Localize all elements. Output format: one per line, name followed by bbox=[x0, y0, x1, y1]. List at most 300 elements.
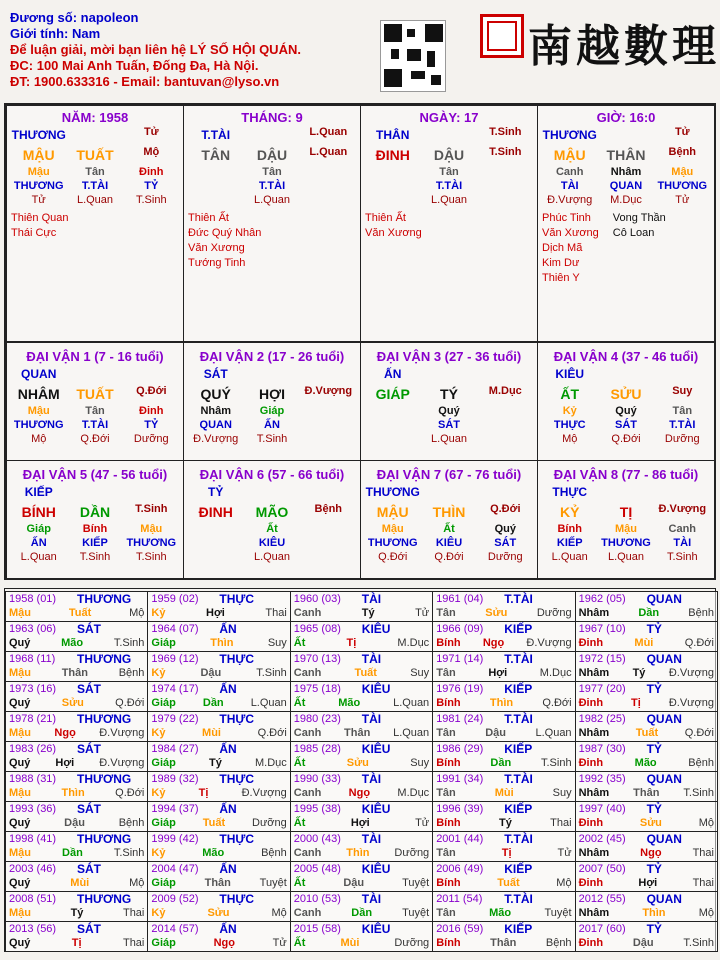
year-line bbox=[436, 906, 571, 920]
daivan-title: ĐẠI VẬN 1 (7 - 16 tuổi) bbox=[26, 349, 164, 364]
daivan-row bbox=[188, 432, 356, 446]
daivan-value: QUAN bbox=[21, 367, 57, 381]
daivan-value: TUẤT bbox=[76, 386, 114, 402]
year-line bbox=[9, 922, 144, 936]
star-name: Thái Cực bbox=[11, 227, 57, 239]
pillar-value: MẬU bbox=[553, 147, 586, 163]
daivan-value bbox=[301, 482, 356, 502]
daivan-row bbox=[188, 418, 356, 432]
year-line bbox=[579, 742, 714, 756]
daivan-cell bbox=[183, 460, 361, 579]
year-branch: Thìn bbox=[489, 697, 514, 709]
year-cell bbox=[147, 651, 290, 682]
year-phase: Suy bbox=[552, 787, 572, 799]
daivan-value: SÁT bbox=[494, 537, 517, 549]
year-line bbox=[294, 742, 429, 756]
year-label: 1967 (10) bbox=[578, 623, 626, 635]
daivan-value: T.Sinh bbox=[666, 551, 698, 563]
year-cell bbox=[575, 681, 718, 712]
year-cell bbox=[575, 801, 718, 832]
pillar-value: L.Quan bbox=[253, 194, 291, 206]
year-branch: Thân bbox=[490, 937, 517, 949]
year-branch: Mão bbox=[61, 637, 84, 649]
year-phase: M.Dục bbox=[255, 757, 287, 769]
pillar-value: TUẤT bbox=[76, 147, 114, 163]
pillar-value: Canh bbox=[555, 166, 584, 178]
year-line bbox=[151, 892, 286, 906]
pillar-value bbox=[365, 193, 420, 207]
year-phase: T.Sinh bbox=[683, 937, 714, 949]
year-cell bbox=[290, 891, 433, 922]
year-star: KIẾP bbox=[504, 742, 533, 756]
year-cell bbox=[575, 591, 718, 622]
year-phase: Q.Đới bbox=[684, 727, 714, 739]
pillar-row bbox=[365, 125, 533, 145]
year-star: TÀI bbox=[361, 892, 382, 906]
daivan-value: SÁT bbox=[203, 367, 228, 381]
year-star: KIẾP bbox=[504, 622, 533, 636]
year-star: QUAN bbox=[646, 772, 682, 786]
year-label: 1958 (01) bbox=[9, 593, 57, 605]
daivan-value: SỬU bbox=[610, 386, 642, 402]
daivan-value: Mậu bbox=[140, 523, 163, 535]
year-label: 1975 (18) bbox=[293, 683, 341, 695]
year-branch: Sửu bbox=[639, 817, 662, 829]
daivan-value: T.Sinh bbox=[79, 551, 111, 563]
year-line bbox=[294, 682, 429, 696]
year-line bbox=[151, 936, 286, 950]
year-line bbox=[294, 696, 429, 710]
year-line bbox=[9, 606, 144, 620]
pillar-title: THÁNG: 9 bbox=[241, 110, 303, 125]
pillar-value: M.Dục bbox=[610, 194, 642, 206]
year-line bbox=[151, 876, 286, 890]
star-name: Kim Dư bbox=[542, 257, 580, 269]
pillar-value: L.Quan bbox=[76, 194, 114, 206]
star-name: Văn Xương bbox=[542, 227, 599, 239]
pillar-title: NGÀY: 17 bbox=[419, 110, 479, 125]
pillar-value bbox=[365, 165, 420, 179]
daivan-value: THƯƠNG bbox=[126, 537, 177, 549]
daivan-value: Mộ bbox=[31, 433, 47, 445]
chart-grid bbox=[4, 103, 716, 580]
daivan-value bbox=[301, 536, 356, 550]
year-line bbox=[436, 666, 571, 680]
year-star: KIÊU bbox=[361, 682, 391, 696]
daivan-value: Bính bbox=[557, 523, 582, 535]
daivan-row bbox=[365, 404, 533, 418]
daivan-value bbox=[301, 364, 356, 384]
year-line bbox=[294, 622, 429, 636]
year-phase: Mộ bbox=[129, 607, 145, 619]
year-star: SÁT bbox=[77, 742, 101, 756]
year-cell bbox=[432, 771, 575, 802]
year-line bbox=[151, 772, 286, 786]
daivan-value bbox=[598, 364, 653, 384]
daivan-value: Dưỡng bbox=[664, 433, 700, 445]
year-label: 1971 (14) bbox=[436, 653, 484, 665]
year-line bbox=[151, 726, 286, 740]
year-stem: Quý bbox=[9, 757, 31, 769]
year-cell bbox=[575, 921, 718, 952]
star-name: Dịch Mã bbox=[542, 242, 583, 254]
year-line bbox=[579, 636, 714, 650]
year-phase: T.Sinh bbox=[683, 787, 714, 799]
year-label: 1994 (37) bbox=[151, 803, 199, 815]
year-line bbox=[579, 876, 714, 890]
year-phase: Dưỡng bbox=[394, 847, 430, 859]
year-line bbox=[436, 816, 571, 830]
pillar-value bbox=[244, 125, 299, 145]
daivan-value bbox=[244, 482, 299, 502]
year-stem: Bính bbox=[436, 757, 461, 769]
pillar-cell bbox=[183, 105, 361, 342]
daivan-value: Kỷ bbox=[562, 405, 577, 417]
year-star: TÀI bbox=[361, 772, 382, 786]
star-name: Văn Xương bbox=[188, 242, 245, 254]
daivan-row bbox=[542, 536, 710, 550]
daivan-value: SÁT bbox=[615, 419, 637, 431]
year-star: T.TÀI bbox=[504, 652, 533, 666]
daivan-value: Đinh bbox=[139, 405, 164, 417]
year-line bbox=[9, 772, 144, 786]
daivan-value: Mậu bbox=[27, 405, 50, 417]
year-branch: Tị bbox=[501, 847, 512, 859]
year-label: 2005 (48) bbox=[293, 863, 341, 875]
daivan-row bbox=[11, 502, 179, 522]
pillar-row bbox=[11, 165, 179, 179]
year-line bbox=[436, 802, 571, 816]
daivan-value: ĐINH bbox=[198, 504, 233, 520]
so-value: napoleon bbox=[80, 10, 139, 25]
daivan-value: Q.Đới bbox=[611, 433, 641, 445]
year-stem: Ất bbox=[293, 937, 306, 949]
year-stem: Quý bbox=[9, 637, 31, 649]
year-line bbox=[294, 862, 429, 876]
year-cell bbox=[5, 831, 148, 862]
year-cell bbox=[575, 891, 718, 922]
pillar-row bbox=[542, 179, 710, 193]
pillar-value: QUAN bbox=[609, 180, 643, 192]
pillar-value bbox=[188, 193, 243, 207]
year-branch: Thìn bbox=[210, 637, 234, 649]
daivan-row bbox=[542, 418, 710, 432]
year-star: THƯƠNG bbox=[77, 892, 132, 906]
year-line bbox=[9, 906, 144, 920]
year-label: 1983 (26) bbox=[9, 743, 57, 755]
year-branch: Thân bbox=[633, 787, 660, 799]
year-label: 1984 (27) bbox=[151, 743, 199, 755]
year-star: THƯƠNG bbox=[77, 832, 132, 846]
daivan-value bbox=[67, 364, 122, 384]
year-branch: Sửu bbox=[346, 757, 369, 769]
year-line bbox=[579, 802, 714, 816]
year-line bbox=[151, 682, 286, 696]
year-branch: Mão bbox=[202, 847, 225, 859]
year-branch: Thân bbox=[204, 877, 231, 889]
year-line bbox=[294, 832, 429, 846]
year-stem: Canh bbox=[293, 727, 322, 739]
year-stem: Mậu bbox=[9, 787, 31, 799]
year-label: 1974 (17) bbox=[151, 683, 199, 695]
year-label: 1997 (40) bbox=[578, 803, 626, 815]
year-star: SÁT bbox=[77, 862, 101, 876]
pillar-value: THƯƠNG bbox=[13, 180, 64, 192]
year-line bbox=[579, 936, 714, 950]
daivan-value: Dưỡng bbox=[133, 433, 169, 445]
year-stem: Giáp bbox=[151, 877, 176, 889]
year-phase: Tuyệt bbox=[259, 877, 287, 889]
year-stem: Tân bbox=[436, 787, 456, 799]
year-star: QUAN bbox=[646, 832, 682, 846]
year-label: 1990 (33) bbox=[293, 773, 341, 785]
year-star: TÀI bbox=[361, 592, 382, 606]
year-star: TỶ bbox=[646, 742, 662, 756]
year-star: QUAN bbox=[646, 652, 682, 666]
pillar-value: T.TÀI bbox=[201, 128, 231, 142]
pillar-value: Đinh bbox=[139, 166, 164, 178]
year-phase: Mộ bbox=[271, 907, 287, 919]
year-star: T.TÀI bbox=[504, 892, 533, 906]
year-stem: Ất bbox=[293, 637, 306, 649]
year-line bbox=[151, 666, 286, 680]
year-branch: Mùi bbox=[494, 787, 514, 799]
pillar-value: MẬU bbox=[22, 147, 55, 163]
daivan-row bbox=[542, 364, 710, 384]
year-stem: Mậu bbox=[9, 727, 31, 739]
year-branch: Tuất bbox=[354, 667, 377, 679]
daivan-cell bbox=[183, 342, 361, 461]
year-phase: Bệnh bbox=[688, 757, 714, 769]
year-label: 1981 (24) bbox=[436, 713, 484, 725]
daivan-value: Đ.Vượng bbox=[658, 503, 707, 515]
daivan-value: THỰC bbox=[553, 419, 586, 431]
year-cell bbox=[147, 591, 290, 622]
pillar-value: DẬU bbox=[433, 147, 465, 163]
daivan-value bbox=[301, 432, 356, 446]
year-label: 2013 (56) bbox=[9, 923, 57, 935]
star-name: Tướng Tinh bbox=[188, 257, 246, 269]
year-star: TỶ bbox=[646, 802, 662, 816]
daivan-value bbox=[188, 550, 243, 564]
daivan-row bbox=[188, 550, 356, 564]
pillar-value: T.TÀI bbox=[81, 180, 109, 192]
year-label: 2016 (59) bbox=[436, 923, 484, 935]
year-cell bbox=[575, 831, 718, 862]
year-label: 2002 (45) bbox=[578, 833, 626, 845]
year-branch: Mùi bbox=[70, 877, 90, 889]
year-line bbox=[436, 636, 571, 650]
pillar-row bbox=[188, 165, 356, 179]
pillar-value: Mậu bbox=[27, 166, 50, 178]
year-branch: Tuất bbox=[635, 727, 659, 739]
pillar-value bbox=[188, 179, 243, 193]
pillar-value bbox=[301, 165, 356, 179]
year-line bbox=[436, 892, 571, 906]
year-label: 2001 (44) bbox=[436, 833, 484, 845]
year-phase: Thai bbox=[550, 817, 572, 829]
daivan-row bbox=[542, 522, 710, 536]
year-star: KIÊU bbox=[361, 802, 391, 816]
pillar-value bbox=[478, 165, 533, 179]
year-phase: Tử bbox=[272, 937, 287, 949]
year-branch: Dậu bbox=[64, 817, 85, 829]
year-star: KIẾP bbox=[504, 922, 533, 936]
daivan-value: M.Dục bbox=[488, 385, 522, 397]
daivan-value bbox=[478, 364, 533, 384]
pillar-value: Tân bbox=[439, 166, 459, 178]
daivan-value bbox=[365, 432, 420, 446]
year-line bbox=[9, 832, 144, 846]
year-line bbox=[294, 892, 429, 906]
daivan-row bbox=[365, 384, 533, 404]
year-branch: Dậu bbox=[632, 937, 654, 949]
stars-col bbox=[365, 211, 422, 241]
stars-col bbox=[613, 211, 666, 286]
star-name: Thiên Ất bbox=[365, 212, 406, 224]
year-stem: Canh bbox=[293, 787, 322, 799]
year-cell bbox=[5, 921, 148, 952]
year-stem: Bính bbox=[436, 877, 461, 889]
daivan-row bbox=[542, 432, 710, 446]
year-cell bbox=[147, 831, 290, 862]
stars-block bbox=[542, 211, 710, 286]
pillar-value: Tử bbox=[143, 126, 159, 138]
year-branch: Hợi bbox=[206, 607, 225, 619]
year-star: THƯƠNG bbox=[77, 592, 132, 606]
year-line bbox=[436, 756, 571, 770]
year-star: KIẾP bbox=[504, 682, 533, 696]
year-branch: Mùi bbox=[202, 727, 221, 739]
gt-value: Nam bbox=[71, 26, 101, 41]
year-label: 1985 (28) bbox=[293, 743, 341, 755]
daivan-value: MÃO bbox=[255, 504, 289, 520]
daivan-value: Mộ bbox=[562, 433, 578, 445]
year-line bbox=[436, 606, 571, 620]
year-branch: Ngọ bbox=[348, 787, 371, 799]
daivan-value: T.TÀI bbox=[669, 419, 696, 431]
pillar-value: THÂN bbox=[376, 128, 410, 142]
pillar-value: Bệnh bbox=[668, 146, 697, 158]
daivan-value: SÁT bbox=[438, 419, 460, 431]
daivan-value: Bệnh bbox=[314, 503, 343, 515]
pillar-title: GIỜ: 16:0 bbox=[596, 110, 656, 125]
year-line bbox=[436, 682, 571, 696]
daivan-value: Ất bbox=[266, 523, 278, 535]
year-star: QUAN bbox=[646, 892, 682, 906]
daivan-value: BÍNH bbox=[21, 504, 56, 520]
daivan-value bbox=[301, 550, 356, 564]
daivan-row bbox=[365, 536, 533, 550]
year-cell bbox=[432, 831, 575, 862]
pillar-value: Nhâm bbox=[610, 166, 642, 178]
year-line bbox=[294, 922, 429, 936]
year-line bbox=[579, 816, 714, 830]
so-label: Đương số: bbox=[10, 10, 78, 25]
daivan-value: Nhâm bbox=[200, 405, 231, 417]
year-star: KIẾP bbox=[504, 862, 533, 876]
year-branch: Ngọ bbox=[213, 937, 235, 949]
year-line bbox=[9, 756, 144, 770]
year-stem: Nhâm bbox=[578, 727, 610, 739]
year-star: THỰC bbox=[219, 712, 255, 726]
year-star: ẤN bbox=[219, 682, 237, 696]
year-phase: Bệnh bbox=[545, 937, 572, 949]
daivan-value: Quý bbox=[615, 405, 637, 417]
year-label: 2003 (46) bbox=[9, 863, 57, 875]
year-stem: Quý bbox=[9, 877, 31, 889]
daivan-cell bbox=[360, 460, 538, 579]
daivan-value: TỊ bbox=[619, 504, 633, 520]
year-line bbox=[579, 756, 714, 770]
year-cell bbox=[575, 621, 718, 652]
year-line bbox=[579, 622, 714, 636]
daivan-value: L.Quan bbox=[253, 551, 291, 563]
pillar-row bbox=[188, 193, 356, 207]
stars-block bbox=[188, 211, 356, 271]
pillar-value: Mộ bbox=[143, 146, 160, 158]
year-star: KIẾP bbox=[504, 802, 533, 816]
daivan-value: Đ.Vượng bbox=[304, 385, 353, 397]
year-label: 1988 (31) bbox=[9, 773, 57, 785]
year-cell bbox=[290, 711, 433, 742]
year-cell bbox=[432, 711, 575, 742]
year-line bbox=[9, 816, 144, 830]
pillar-value: Tân bbox=[262, 166, 282, 178]
year-phase: Suy bbox=[410, 667, 430, 679]
daivan-value: DẦN bbox=[79, 504, 111, 520]
daivan-cell bbox=[360, 342, 538, 461]
year-line bbox=[436, 862, 571, 876]
pillar-value: Tử bbox=[31, 194, 46, 206]
year-stem: Đinh bbox=[578, 637, 604, 649]
daivan-value bbox=[478, 418, 533, 432]
year-star: KIÊU bbox=[361, 922, 391, 936]
pillar-value: Tử bbox=[675, 194, 690, 206]
year-stem: Mậu bbox=[9, 907, 31, 919]
pillar-value bbox=[598, 125, 653, 145]
pillar-value: L.Quan bbox=[309, 126, 348, 138]
pillar-row bbox=[188, 179, 356, 193]
year-phase: Tuyệt bbox=[402, 907, 430, 919]
year-line bbox=[151, 712, 286, 726]
year-label: 1972 (15) bbox=[578, 653, 626, 665]
daivan-row bbox=[365, 418, 533, 432]
year-stem: Kỷ bbox=[151, 907, 166, 919]
daivan-row bbox=[11, 482, 179, 502]
daivan-value: ẤN bbox=[264, 419, 280, 431]
year-line bbox=[9, 622, 144, 636]
year-star: ẤN bbox=[219, 742, 237, 756]
year-label: 1959 (02) bbox=[151, 593, 199, 605]
year-line bbox=[579, 922, 714, 936]
year-line bbox=[579, 786, 714, 800]
year-label: 1978 (21) bbox=[9, 713, 57, 725]
year-line bbox=[436, 786, 571, 800]
year-line bbox=[151, 592, 286, 606]
daivan-value bbox=[365, 404, 420, 418]
pillar-row bbox=[542, 125, 710, 145]
daivan-row bbox=[188, 364, 356, 384]
year-branch: Tý bbox=[498, 817, 512, 829]
year-line bbox=[436, 712, 571, 726]
year-cell bbox=[432, 741, 575, 772]
daivan-value: Ất bbox=[443, 523, 455, 535]
year-star: KIÊU bbox=[361, 622, 391, 636]
year-cell bbox=[432, 651, 575, 682]
year-stem: Canh bbox=[293, 667, 322, 679]
daivan-row bbox=[188, 522, 356, 536]
